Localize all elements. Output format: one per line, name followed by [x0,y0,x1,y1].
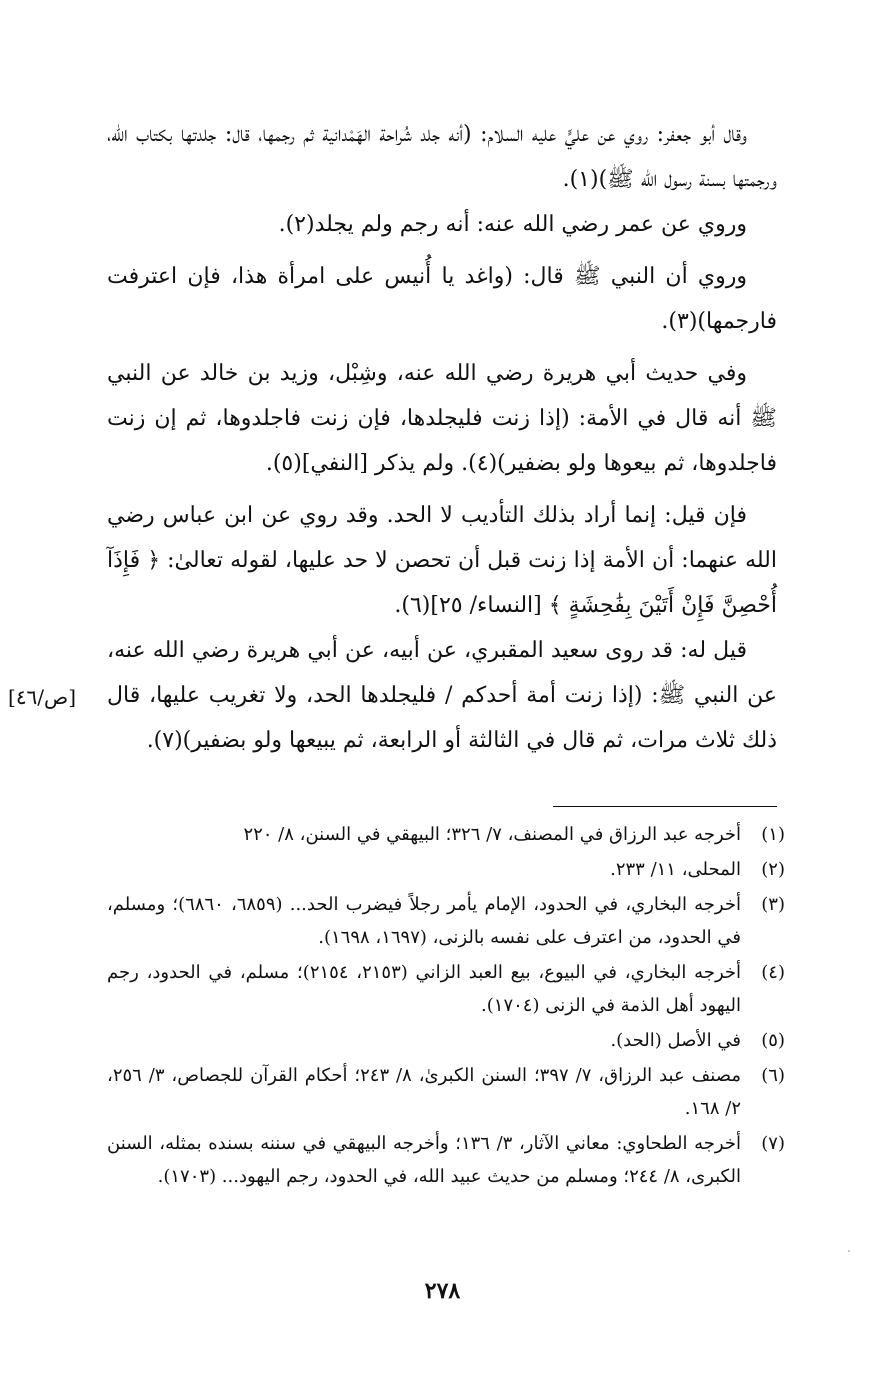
paragraph: فإن قيل: إنما أراد بذلك التأديب لا الحد. وقد روي عن ابن عباس رضي الله عنهما: أن الأمة إذا زنت قبل أن تحصن لا حد عليها، لقوله تعالىٰ: ﴿ فَإِذَآ أُحْصِنَّ فَإِنْ أَتَيْنَ بِفَٰحِشَةٍ ﴾ [النساء/ ٢٥](٦). [107,503,777,618]
footnote [107,1059,785,1125]
paragraph: وروي عن عمر رضي الله عنه: أنه رجم ولم يجلد(٢). [278,212,747,237]
footnote-number: (٤) [761,962,785,983]
footnote-number: (٥) [761,1030,785,1051]
scan-speck [848,1250,850,1252]
paragraph: وقال أبو جعفر: روي عن عليٍّ عليه السلام: (أنه جلد شُراحة الهَمْدانية ثم رجمها، قال: جلدتها بكتاب الله، ورجمتها بسنة رسول الله ﷺ)(١). [107,122,777,192]
footnote [107,956,785,1022]
paragraph: وفي حديث أبي هريرة رضي الله عنه، وشِبْل، وزيد بن خالد عن النبي ﷺ أنه قال في الأمة: (إذا زنت فليجلدها، فإن زنت فاجلدوها، ثم إن زنت فاجلدوها، ثم بيعوها ولو بضفير)(٤). ولم يذكر [النفي](٥). [107,361,778,476]
footnote [107,818,785,851]
footnote-text: في الأصل (الحد). [610,1030,741,1051]
paragraph: وروي أن النبي ﷺ قال: (واغد يا أُنيس على امرأة هذا، فإن اعترفت فارجمها)(٣). [107,264,777,334]
footnote [107,1127,785,1193]
footnote-number: (٧) [761,1133,785,1154]
footnote-number: (٣) [761,894,785,915]
paragraph: قيل له: قد روى سعيد المقبري، عن أبيه، عن أبي هريرة رضي الله عنه، عن النبي ﷺ: (إذا زنت أمة أحدكم / فليجلدها الحد، ولا تغريب عليها، قال ذلك ثلاث مرات، ثم قال في الثالثة أو الرابعة، ثم يبيعها ولو بضفير)(٧). [107,638,777,753]
footnote-text: المحلى، ١١/ ٢٣٣. [610,859,741,880]
footnote-text: أخرجه البخاري، في الحدود، الإمام يأمر رجلاً فيضرب الحد... (٦٨٥٩، ٦٨٦٠)؛ ومسلم، في الحدود، من اعترف على نفسه بالزنى، (١٦٩٧، ١٦٩٨). [107,894,741,948]
margin-page-reference: [ص/٤٦] [8,685,77,709]
footnote-text: أخرجه الطحاوي: معاني الآثار، ٣/ ١٣٦؛ وأخرجه البيهقي في سننه بسنده بمثله، السنن الكبرى، ٨/ ٢٤٤؛ ومسلم من حديث عبيد الله، في الحدود، رجم اليهود... (١٧٠٣). [107,1133,741,1187]
footnote-number: (٦) [761,1065,785,1086]
footnote-text: أخرجه عبد الرزاق في المصنف، ٧/ ٣٢٦؛ البيهقي في السنن، ٨/ ٢٢٠ [243,824,741,845]
footnote-text: مصنف عبد الرزاق، ٧/ ٣٩٧؛ السنن الكبرىٰ، ٨/ ٢٤٣؛ أحكام القرآن للجصاص، ٣/ ٢٥٦، ٢/ ١٦٨. [107,1065,741,1119]
footnotes [107,818,785,1195]
footnote [107,853,785,886]
main-text [107,112,777,770]
page-number: ٢٧٨ [424,1278,461,1304]
footnote-number: (٢) [761,859,785,880]
footnote-separator [553,806,777,807]
footnote-text: أخرجه البخاري، في البيوع، بيع العبد الزاني (٢١٥٣، ٢١٥٤)؛ مسلم، في الحدود، رجم اليهود أهل الذمة في الزنى (١٧٠٤). [107,962,742,1016]
footnote [107,1024,785,1057]
footnote [107,888,785,954]
footnote-number: (١) [761,824,785,845]
